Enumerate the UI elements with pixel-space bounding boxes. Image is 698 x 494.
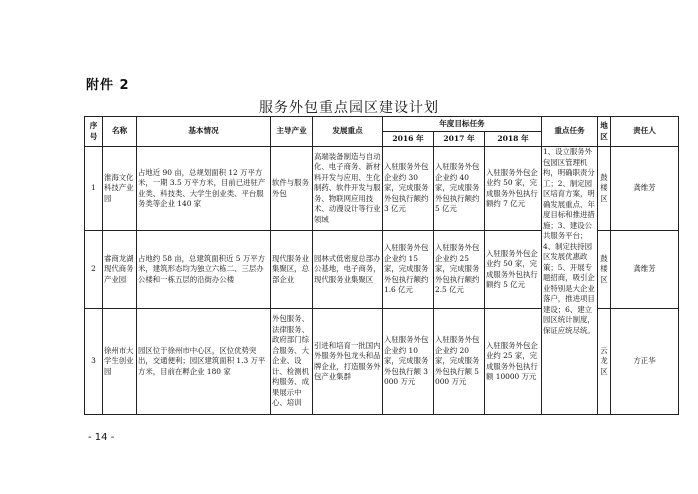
row-focus: 引进和培育一批国内外服务外包龙头和品牌企业，打造服务外包产业集群 xyxy=(313,309,383,415)
row-2017: 入驻服务外包企业约 25 家，完成服务外包执行额约 2.5 亿元 xyxy=(434,231,485,309)
row-2018: 入驻服务外包企业约 25 家，完成服务外包执行额 10000 万元 xyxy=(485,309,542,415)
row-district: 鼓楼区 xyxy=(598,231,611,309)
header-basic: 基本情况 xyxy=(137,117,271,147)
key-tasks-cell xyxy=(542,147,598,415)
row-owner: 龚维芳 xyxy=(611,147,679,231)
header-key-tasks: 重点任务 xyxy=(542,117,598,147)
document-title: 服务外包重点园区建设计划 xyxy=(259,100,439,116)
header-2016: 2016 年 xyxy=(383,132,434,147)
row-name: 淮海文化科技产业园 xyxy=(103,147,137,231)
row-2017: 入驻服务外包企业约 40 家，完成服务外包执行额约 5 亿元 xyxy=(434,147,485,231)
table-row xyxy=(85,147,679,231)
row-2017: 入驻服务外包企业约 20 家，完成服务外包执行额 5000 万元 xyxy=(434,309,485,415)
header-no: 序号 xyxy=(85,117,103,147)
row-district: 鼓楼区 xyxy=(598,147,611,231)
row-basic: 占地约 58 亩，总建筑面积近 5 万平方米，建筑形态均为独立六栋二、三层办公楼和一栋五层的沿街办公楼 xyxy=(137,231,271,309)
header-row xyxy=(85,117,679,132)
row-industry: 现代服务业集聚区，总部企业 xyxy=(271,231,313,309)
row-2016: 入驻服务外包企业约 30 家，完成服务外包执行额约 3 亿元 xyxy=(383,147,434,231)
header-annual: 年度目标任务 xyxy=(383,117,542,132)
header-district: 地区 xyxy=(598,117,611,147)
row-basic: 园区位于徐州市中心区，区位优势突出，交通便利；园区建筑面积 1.3 万平方米，目前在孵企业 180 家 xyxy=(137,309,271,415)
row-no: 2 xyxy=(85,231,103,309)
row-2016: 入驻服务外包企业约 15 家，完成服务外包执行额约 1.6 亿元 xyxy=(383,231,434,309)
header-owner: 责任人 xyxy=(611,117,679,147)
header-focus: 发展重点 xyxy=(313,117,383,147)
row-name: 睿商龙湖现代商务产业园 xyxy=(103,231,137,309)
attachment-label: 附件 2 xyxy=(86,78,130,93)
row-owner: 方正华 xyxy=(611,309,679,415)
row-2018: 入驻服务外包企业约 50 家，完成服务外包执行额约 5 亿元 xyxy=(485,231,542,309)
row-no: 3 xyxy=(85,309,103,415)
key-tasks-text: 1、设立服务外包园区管理机构，明确职责分工；2、制定园区培育方案，明确发展重点、年度目标和推进措施；3、建设公共服务平台；4、制定扶持园区发展优惠政策；5、开展专题招商，吸引企业特别是大企业落户，推进项目建设；6、建立园区统计制度，保证应统尽统。 xyxy=(543,147,595,335)
row-2018: 入驻服务外包企业约 50 家，完成服务外包执行额约 7 亿元 xyxy=(485,147,542,231)
row-no: 1 xyxy=(85,147,103,231)
row-basic: 占地近 90 亩，总规划面积 12 万平方米，一期 3.5 万平方米，目前已进驻产业类、科技类、大学生创业类、平台服务类等企业 140 家 xyxy=(137,147,271,231)
header-industry: 主导产业 xyxy=(271,117,313,147)
row-name: 徐州市大学生创业园 xyxy=(103,309,137,415)
header-2018: 2018 年 xyxy=(485,132,542,147)
row-focus: 园林式低密度总部办公基地，电子商务，现代服务业集聚区 xyxy=(313,231,383,309)
row-district: 云龙区 xyxy=(598,309,611,415)
page-number: - 14 - xyxy=(88,432,115,443)
row-focus: 高端装备制造与自动化、电子商务、新材料开发与应用、生化制药、软件开发与服务、物联网应用技术、动漫设计等行业领域 xyxy=(313,147,383,231)
row-owner: 龚维芳 xyxy=(611,231,679,309)
header-2017: 2017 年 xyxy=(434,132,485,147)
header-name: 名称 xyxy=(103,117,137,147)
row-industry: 外包服务、法律服务、政府部门综合服务、大企业、设计、检测机构服务、成果展示中心、培训 xyxy=(271,309,313,415)
row-industry: 软件与服务外包 xyxy=(271,147,313,231)
plan-table xyxy=(84,116,679,415)
row-2016: 入驻服务外包企业约 10 家，完成服务外包执行额 3000 万元 xyxy=(383,309,434,415)
